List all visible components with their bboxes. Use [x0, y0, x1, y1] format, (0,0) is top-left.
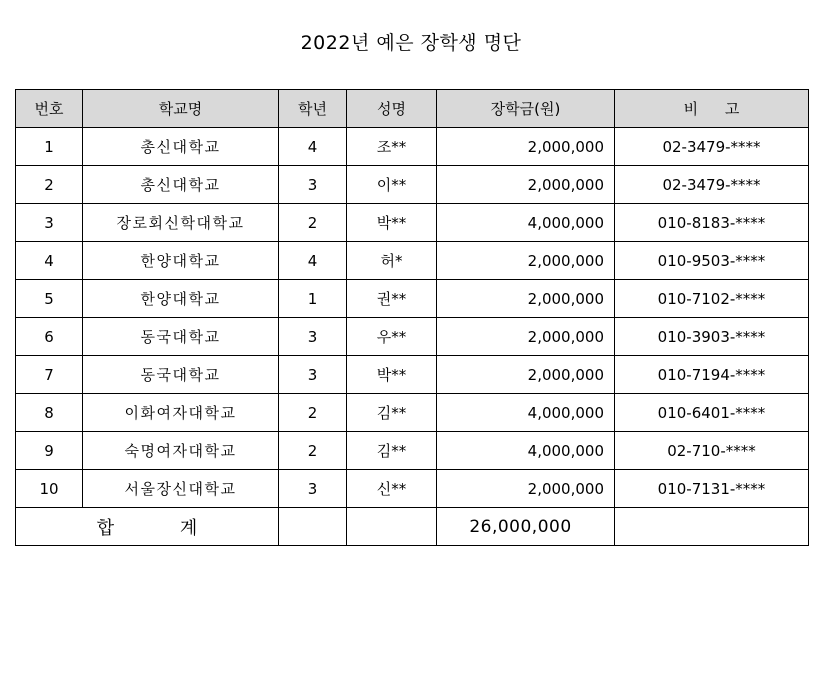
cell-name: 우**	[347, 318, 437, 356]
cell-remarks: 02-3479-****	[615, 166, 809, 204]
cell-remarks: 02-3479-****	[615, 128, 809, 166]
table-row	[16, 318, 809, 356]
cell-grade: 3	[279, 356, 347, 394]
cell-school: 동국대학교	[83, 318, 279, 356]
table-row	[16, 356, 809, 394]
total-empty-name	[347, 508, 437, 546]
cell-no: 3	[16, 204, 83, 242]
cell-grade: 1	[279, 280, 347, 318]
cell-no: 1	[16, 128, 83, 166]
cell-school: 장로회신학대학교	[83, 204, 279, 242]
cell-grade: 2	[279, 432, 347, 470]
cell-remarks: 010-8183-****	[615, 204, 809, 242]
header-name: 성명	[347, 90, 437, 128]
cell-amount: 2,000,000	[437, 356, 615, 394]
cell-grade: 2	[279, 394, 347, 432]
cell-school: 서울장신대학교	[83, 470, 279, 508]
cell-grade: 3	[279, 318, 347, 356]
cell-grade: 4	[279, 128, 347, 166]
total-label: 합 계	[96, 517, 198, 539]
cell-remarks: 010-3903-****	[615, 318, 809, 356]
cell-name: 박**	[347, 204, 437, 242]
document-title: 2022년 예은 장학생 명단	[300, 32, 522, 54]
cell-remarks: 010-7131-****	[615, 470, 809, 508]
table-row	[16, 394, 809, 432]
total-amount: 26,000,000	[437, 508, 615, 546]
total-label-cell	[16, 508, 279, 546]
cell-no: 2	[16, 166, 83, 204]
cell-remarks: 02-710-****	[615, 432, 809, 470]
cell-no: 7	[16, 356, 83, 394]
header-row	[16, 90, 809, 128]
cell-remarks: 010-7194-****	[615, 356, 809, 394]
cell-name: 김**	[347, 432, 437, 470]
cell-name: 허*	[347, 242, 437, 280]
cell-no: 6	[16, 318, 83, 356]
cell-remarks: 010-9503-****	[615, 242, 809, 280]
table-row	[16, 166, 809, 204]
cell-amount: 2,000,000	[437, 280, 615, 318]
table-row	[16, 280, 809, 318]
total-empty-remarks	[615, 508, 809, 546]
cell-name: 이**	[347, 166, 437, 204]
header-remarks: 비 고	[615, 90, 809, 128]
cell-school: 총신대학교	[83, 166, 279, 204]
table-row	[16, 242, 809, 280]
cell-remarks: 010-6401-****	[615, 394, 809, 432]
header-grade: 학년	[279, 90, 347, 128]
cell-amount: 2,000,000	[437, 318, 615, 356]
cell-no: 10	[16, 470, 83, 508]
cell-amount: 2,000,000	[437, 242, 615, 280]
cell-amount: 2,000,000	[437, 166, 615, 204]
total-empty-grade	[279, 508, 347, 546]
header-school: 학교명	[83, 90, 279, 128]
cell-school: 숙명여자대학교	[83, 432, 279, 470]
header-amount: 장학금(원)	[437, 90, 615, 128]
cell-no: 9	[16, 432, 83, 470]
table-row	[16, 432, 809, 470]
cell-remarks: 010-7102-****	[615, 280, 809, 318]
cell-grade: 2	[279, 204, 347, 242]
table-row	[16, 128, 809, 166]
cell-amount: 4,000,000	[437, 432, 615, 470]
cell-grade: 3	[279, 166, 347, 204]
cell-school: 한양대학교	[83, 242, 279, 280]
cell-school: 한양대학교	[83, 280, 279, 318]
table-body	[16, 128, 809, 508]
cell-no: 5	[16, 280, 83, 318]
cell-no: 4	[16, 242, 83, 280]
cell-school: 총신대학교	[83, 128, 279, 166]
table-row	[16, 470, 809, 508]
cell-school: 이화여자대학교	[83, 394, 279, 432]
cell-school: 동국대학교	[83, 356, 279, 394]
cell-amount: 4,000,000	[437, 394, 615, 432]
cell-name: 김**	[347, 394, 437, 432]
scholarship-table	[15, 89, 809, 546]
cell-grade: 4	[279, 242, 347, 280]
cell-amount: 2,000,000	[437, 128, 615, 166]
cell-grade: 3	[279, 470, 347, 508]
cell-name: 신**	[347, 470, 437, 508]
cell-amount: 4,000,000	[437, 204, 615, 242]
cell-name: 권**	[347, 280, 437, 318]
cell-name: 박**	[347, 356, 437, 394]
total-row	[16, 508, 809, 546]
table-row	[16, 204, 809, 242]
header-no: 번호	[16, 90, 83, 128]
cell-no: 8	[16, 394, 83, 432]
cell-amount: 2,000,000	[437, 470, 615, 508]
cell-name: 조**	[347, 128, 437, 166]
